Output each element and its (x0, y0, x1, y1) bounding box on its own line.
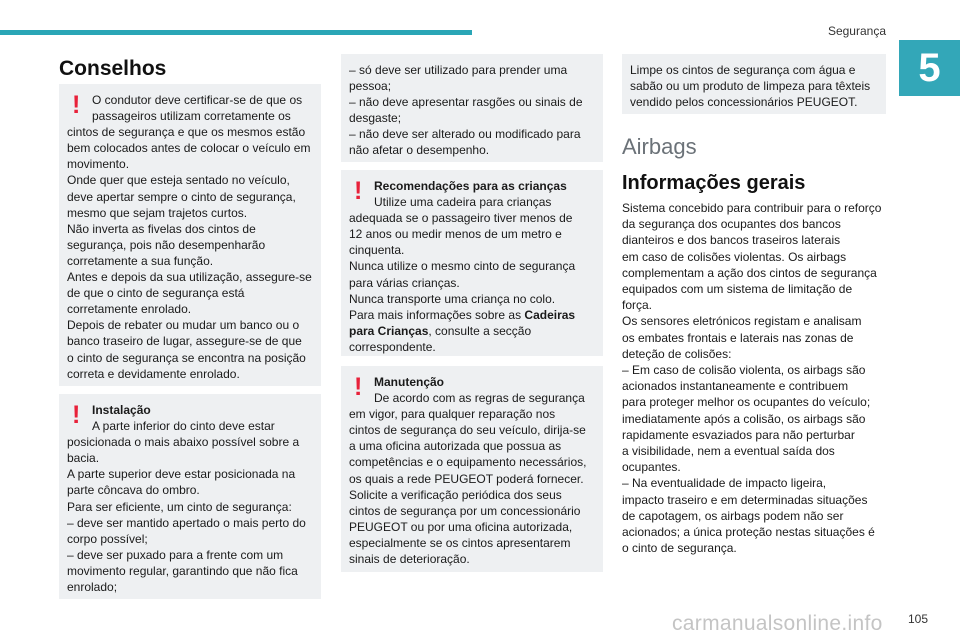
text-line: para várias crianças. (349, 275, 460, 290)
text-line: Não inverta as fivelas dos cintos de (67, 221, 256, 236)
text-line: rapidamente esvaziados para não perturbar (622, 427, 855, 442)
text-line: imediatamente após a colisão, os airbags são (622, 411, 866, 426)
cleaning-note-box (622, 54, 886, 114)
subsection-title: Informações gerais (622, 172, 806, 194)
text-line: Solicite a verificação periódica dos seus (349, 487, 562, 502)
warning-box-text (349, 374, 595, 567)
text-line: acionados; a única proteção nestas situações é (622, 525, 875, 540)
text-line: adequada se o passageiro tiver menos de (349, 211, 573, 226)
section-title-airbags: Airbags (622, 134, 697, 159)
text-line: Utilize uma cadeira para crianças (374, 195, 552, 210)
warning-box-installation (59, 394, 321, 599)
text-line: Sistema concebido para contribuir para o reforço (622, 201, 882, 215)
text-line: PEUGEOT ou por uma oficina autorizada, (349, 519, 573, 534)
text-line: movimento regular, garantindo que não fica (67, 563, 298, 578)
text-line: o cinto de segurança se encontra na posição (67, 350, 306, 365)
text-line: correspondente. (349, 339, 436, 354)
text-line: equipados com um sistema de limitação de (622, 282, 853, 297)
text-line: corpo possível; (67, 531, 148, 546)
text-line: o cinto de segurança. (622, 541, 737, 556)
text-line: posicionada o mais abaixo possível sobre a (67, 435, 300, 450)
text-line: em vigor, para qualquer reparação nos (349, 407, 556, 422)
warning-box-text (349, 178, 595, 355)
text-line: Depois de rebater ou mudar um banco ou o (67, 318, 300, 333)
text-line: ocupantes. (622, 460, 681, 475)
text-line: em caso de colisões violentas. Os airbags (622, 249, 847, 264)
text-line: cintos de segurança do seu veículo, dirija-se (349, 423, 586, 438)
text-line: desgaste; (349, 111, 402, 126)
text-line (349, 323, 595, 339)
warning-icon: ! (354, 177, 363, 205)
text-line: – não deve apresentar rasgões ou sinais de (349, 95, 583, 110)
text-line: – Em caso de colisão violenta, os airbags são (622, 363, 866, 378)
text-line: deve apertar sempre o cinto de segurança, (67, 189, 296, 204)
warning-box-children (341, 170, 603, 356)
text-line: corretamente enrolado. (67, 302, 192, 317)
text-fragment: , consulte a secção (428, 323, 532, 338)
text-line: Limpe os cintos de segurança com água e (630, 63, 856, 77)
page-number: 105 (908, 612, 929, 626)
box-heading: Manutenção (374, 375, 445, 389)
text-line: especialmente se os cintos apresentarem (349, 535, 571, 550)
text-line: De acordo com as regras de segurança (374, 391, 585, 406)
warning-box-text (67, 92, 313, 382)
warning-icon: ! (354, 373, 363, 401)
page-title: Conselhos (59, 57, 167, 80)
text-line: os embates frontais e laterais nas zonas de (622, 330, 854, 345)
text-line: a visibilidade, nem a eventual saída dos (622, 444, 835, 459)
cleaning-note-text (630, 62, 878, 110)
text-line: A parte inferior do cinto deve estar (92, 419, 275, 434)
text-line: deteção de colisões: (622, 346, 732, 361)
text-line: de que o cinto de segurança está (67, 286, 245, 301)
text-line: Nunca utilize o mesmo cinto de segurança (349, 259, 576, 274)
belt-conditions-text (349, 62, 595, 159)
text-line: a uma oficina autorizada que possua as (349, 439, 562, 454)
text-line: A parte superior deve estar posicionada na (67, 467, 296, 482)
warning-icon: ! (72, 91, 81, 119)
text-line: para proteger melhor os ocupantes do veículo; (622, 395, 871, 410)
text-line: pessoa; (349, 79, 392, 94)
cross-reference: para Crianças (349, 323, 429, 338)
warning-box-text (67, 402, 313, 595)
text-line: não afetar o desempenho. (349, 143, 490, 158)
text-line: cintos de segurança por um concessionário (349, 503, 581, 518)
text-line: cinquenta. (349, 243, 405, 258)
text-line: enrolado; (67, 580, 118, 595)
text-line: – só deve ser utilizado para prender uma (349, 63, 568, 77)
cross-reference: Cadeiras (524, 307, 576, 322)
text-line: O condutor deve certificar-se de que os (92, 93, 303, 107)
text-line: acionados instantaneamente e contribuem (622, 379, 849, 394)
text-line: bacia. (67, 451, 100, 466)
text-line: correta e devidamente enrolado. (67, 366, 240, 381)
belt-conditions-box (341, 54, 603, 162)
watermark: carmanualsonline.info (672, 612, 883, 635)
text-line: Onde quer que esteja sentado no veículo, (67, 173, 290, 188)
text-line: competências e o equipamento necessários, (349, 455, 587, 470)
airbags-body-text (622, 200, 890, 556)
text-line: – deve ser puxado para a frente com um (67, 547, 284, 562)
text-line: de capotagem, os airbags podem não ser (622, 508, 844, 523)
text-line: – deve ser mantido apertado o mais perto do (67, 515, 306, 530)
box-heading: Instalação (92, 403, 151, 417)
text-line: Para mais informações sobre as Cadeiras (349, 307, 576, 322)
text-line: dianteiros e dos bancos traseiros laterais (622, 233, 841, 248)
text-line: passageiros utilizam corretamente os (92, 109, 291, 124)
text-line: vendido pelos concessionários PEUGEOT. (630, 95, 858, 110)
text-line: – não deve ser alterado ou modificado para (349, 127, 581, 142)
text-line: Os sensores eletrónicos registam e analisam (622, 314, 862, 329)
chapter-number-tab: 5 (899, 40, 960, 96)
text-line: cintos de segurança e que os mesmos estão (67, 125, 306, 140)
text-line: corretamente a sua função. (67, 253, 214, 268)
text-line: força. (622, 298, 653, 313)
text-line: movimento. (67, 157, 130, 172)
text-line: Nunca transporte uma criança no colo. (349, 291, 556, 306)
text-line: Antes e depois da sua utilização, assegure-se (67, 270, 312, 285)
text-line: bem colocados antes de colocar o veículo em (67, 141, 311, 156)
text-line: impacto traseiro e em determinadas situações (622, 492, 868, 507)
text-line: segurança, pois não desempenharão (67, 237, 266, 252)
warning-box-advice (59, 84, 321, 386)
text-line: banco traseiro de lugar, assegure-se de que (67, 334, 302, 349)
text-line: sinais de deterioração. (349, 552, 470, 567)
text-line: parte côncava do ombro. (67, 483, 200, 498)
text-line: sabão ou um produto de limpeza para têxteis (630, 79, 871, 94)
warning-icon: ! (72, 401, 81, 429)
box-heading: Recomendações para as crianças (374, 179, 567, 193)
text-line: 12 anos ou medir menos de um metro e (349, 227, 562, 242)
text-line: Para ser eficiente, um cinto de segurança: (67, 499, 292, 514)
section-header: Segurança (827, 24, 886, 38)
text-line: complementam a ação dos cintos de segurança (622, 265, 877, 280)
warning-box-maintenance (341, 366, 603, 572)
text-line: mesmo que sejam trajetos curtos. (67, 205, 248, 220)
text-line: – Na eventualidade de impacto ligeira, (622, 476, 827, 491)
header-accent-bar (0, 30, 472, 35)
text-line: os quais a rede PEUGEOT poderá fornecer. (349, 471, 584, 486)
text-line: da segurança dos ocupantes dos bancos (622, 217, 841, 232)
